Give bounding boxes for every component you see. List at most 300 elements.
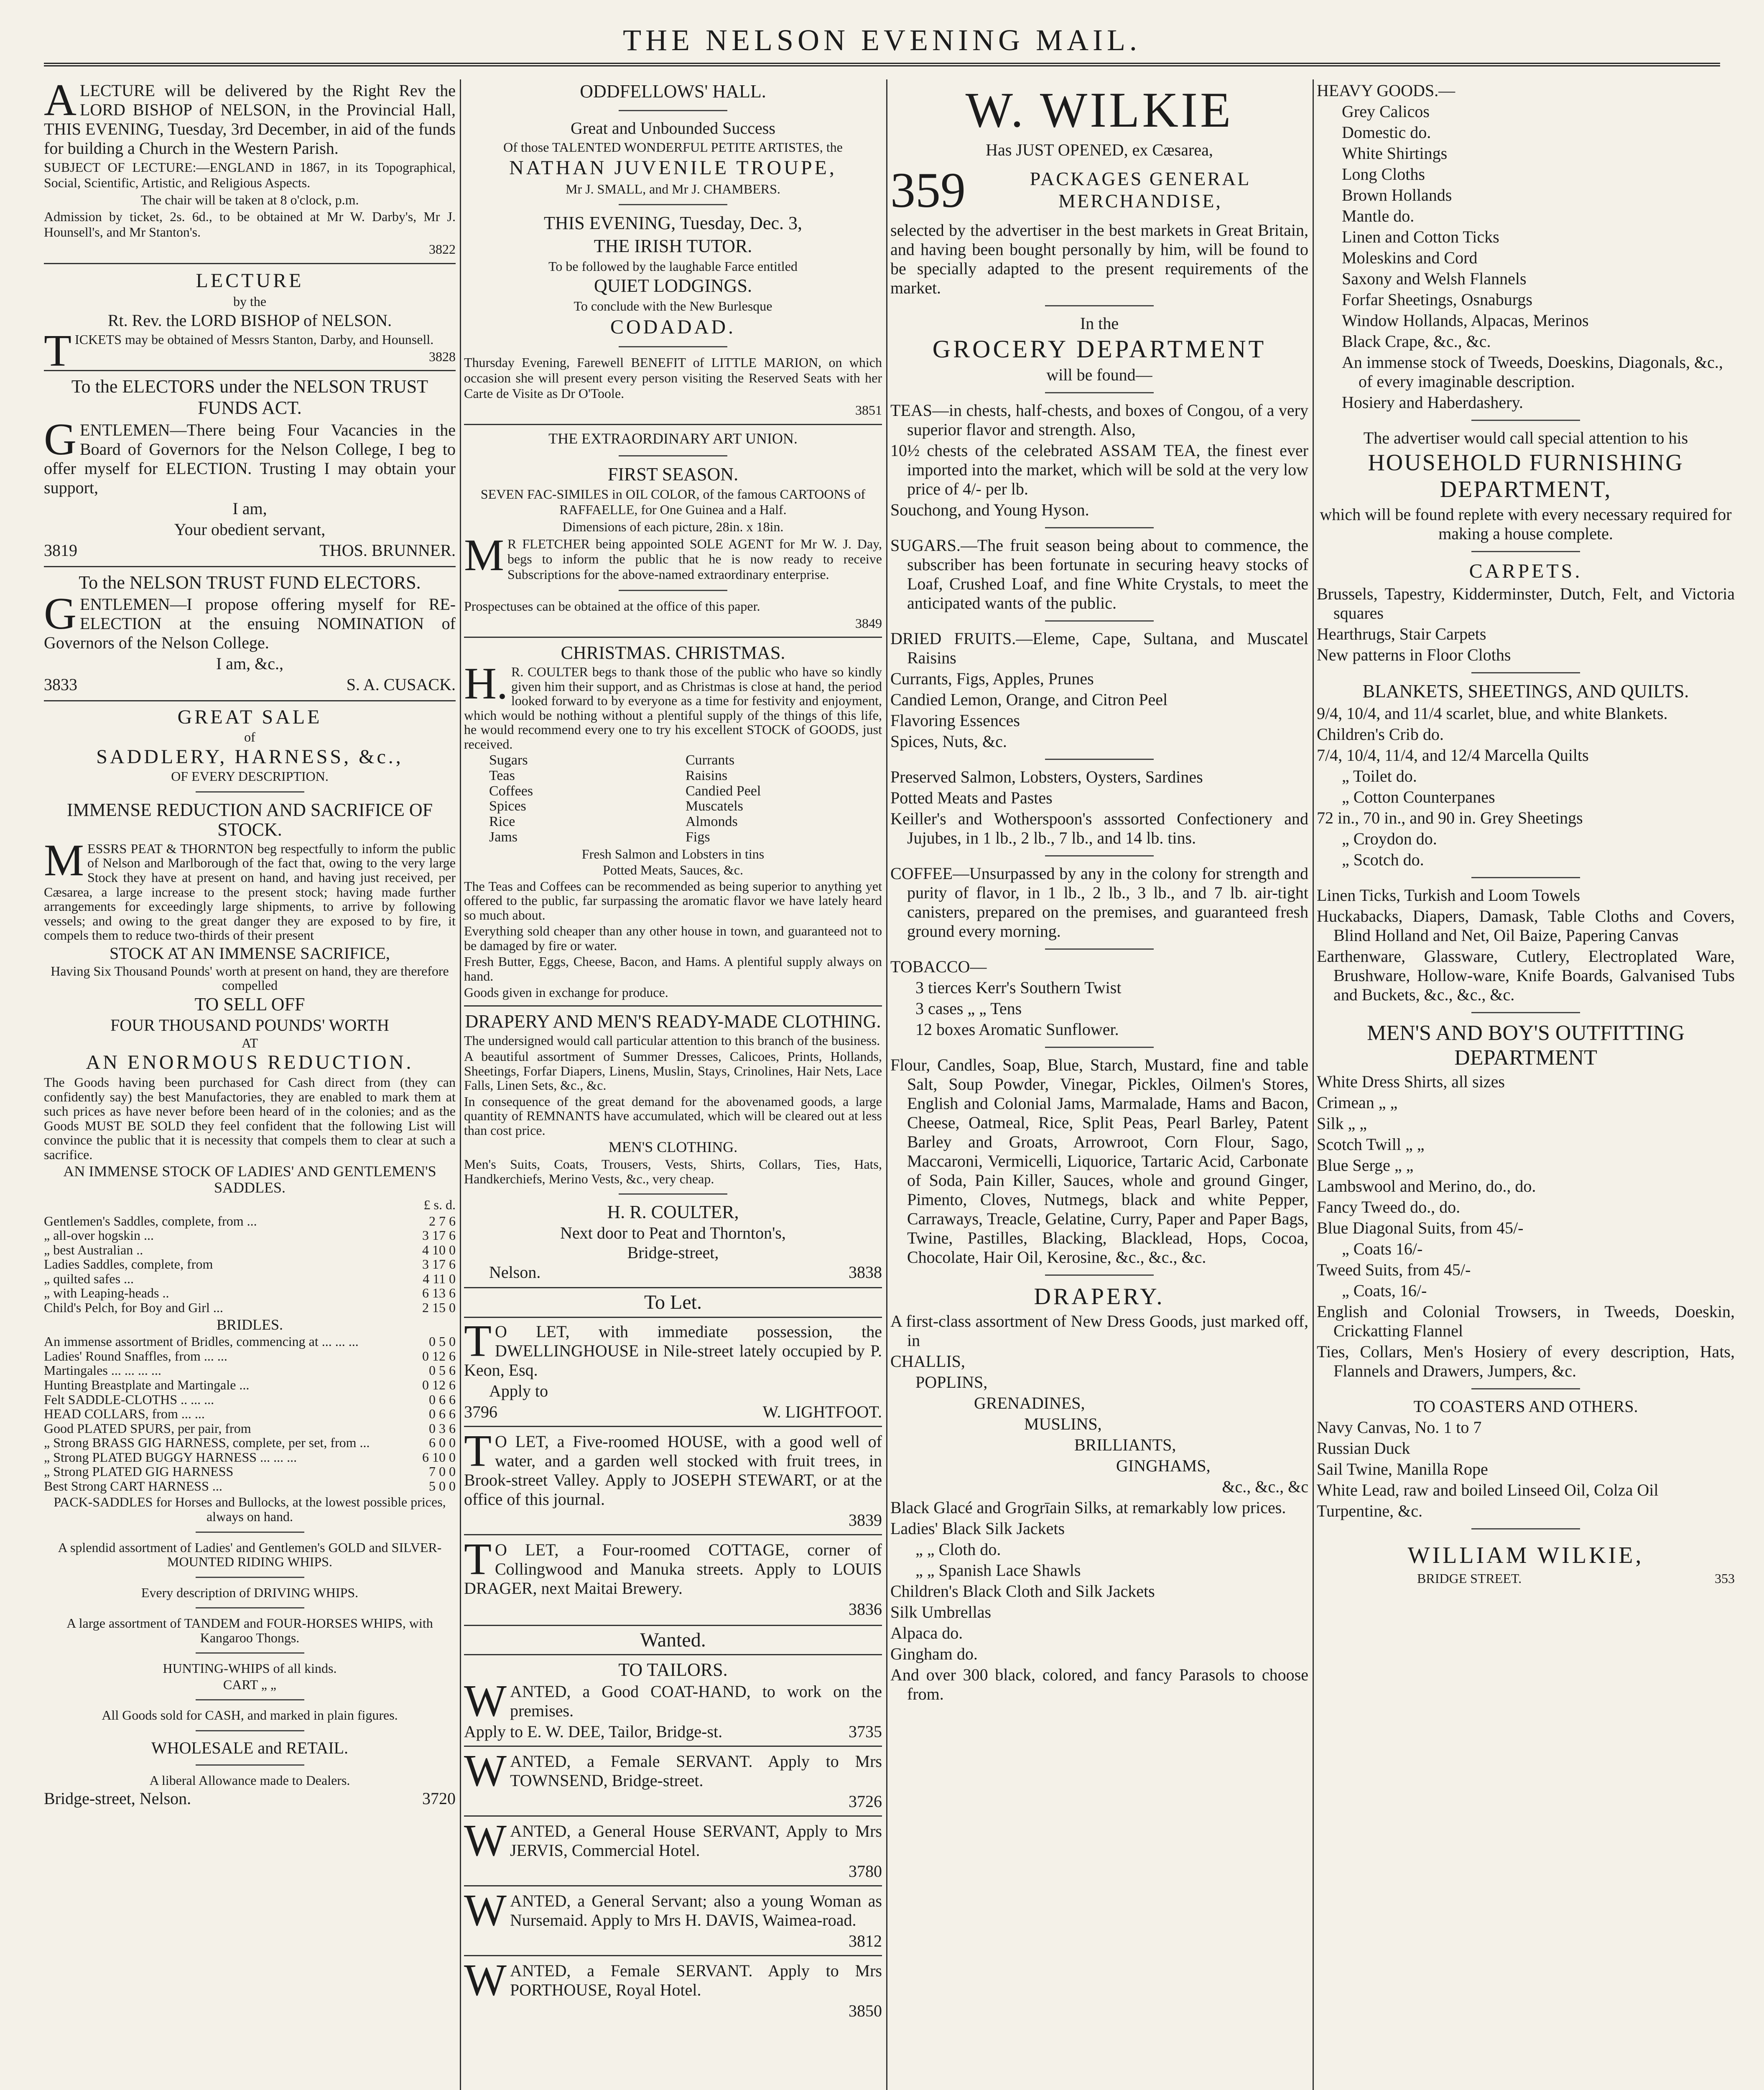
short-rule xyxy=(619,346,727,347)
price-row xyxy=(44,1479,456,1494)
coasters-heading: TO COASTERS AND OTHERS. xyxy=(1413,1397,1638,1416)
coasters-list xyxy=(1317,1418,1735,1521)
household-heading: HOUSEHOLD FURNISHING DEPARTMENT, xyxy=(1368,450,1684,503)
item-price: 2 15 0 xyxy=(422,1300,456,1315)
newspaper-title: THE NELSON EVENING MAIL. xyxy=(623,23,1141,57)
masthead xyxy=(0,0,1764,67)
advert-text: CART „ „ xyxy=(223,1677,277,1692)
advert-text: Potted Meats, Sauces, &c. xyxy=(603,862,743,878)
advert-text: WANTED, a General Servant; also a young Woman as Nursemaid. Apply to Mrs H. DAVIS, Waimea-road. xyxy=(464,1886,882,1936)
fabric-item: MUSLINS, xyxy=(1024,1415,1102,1434)
advert-rule xyxy=(464,1534,882,1535)
list-item: White Lead, raw and boiled Linseed Oil, Colza Oil xyxy=(1317,1481,1659,1500)
advert-ref: 3836 xyxy=(849,1599,882,1618)
advert-text: Has JUST OPENED, ex Cæsarea, xyxy=(986,140,1213,159)
list-item: Grey Calicos xyxy=(1342,102,1430,121)
advert-text: TO LET, with immediate possession, the DWELLINGHOUSE in Nile-street lately occupied by P. Keon, Esq. xyxy=(464,1316,882,1379)
short-rule xyxy=(619,455,727,456)
list-item: Crimean „ „ xyxy=(1317,1093,1398,1112)
advert-rule xyxy=(44,700,456,701)
lecture-advert xyxy=(44,81,456,257)
christmas-advert xyxy=(464,643,882,999)
advert-signoff xyxy=(44,675,456,694)
price-row xyxy=(44,1450,456,1465)
list-item: White Dress Shirts, all sizes xyxy=(1317,1072,1505,1091)
short-rule xyxy=(1045,759,1154,760)
advert-text: WHOLESALE and RETAIL. xyxy=(151,1738,349,1757)
list-item: Domestic do. xyxy=(1342,123,1431,142)
advert-text: COFFEE—Unsurpassed by any in the colony for strength and purity of flavor, in 1 lb., 2 lb., 3 lb., and 7 lb. air-tight canisters, prepared on the premises, and guaranteed fresh ground every morning. xyxy=(890,864,1308,940)
advert-text: SUGARS.—The fruit season being about to commence, the subscriber has been fortunate in securing heavy stocks of Loaf, Crushed Loaf, and fine White Crystals, to meet the anticipated wants of the public. xyxy=(890,536,1308,612)
lecture-admission: Admission by ticket, 2s. 6d., to be obtained at Mr W. Darby's, Mr J. Hounsell's, and Mr Stanton's. xyxy=(44,209,456,240)
list-item: Sail Twine, Manilla Rope xyxy=(1317,1460,1488,1479)
advert-text: WANTED, a Female SERVANT. Apply to Mrs TOWNSEND, Bridge-street. xyxy=(464,1746,882,1796)
advert-ref: 3851 xyxy=(855,403,882,418)
advert-title: CHRISTMAS. CHRISTMAS. xyxy=(561,642,785,663)
currency-header: £ s. d. xyxy=(423,1197,456,1213)
advert-title: DRAPERY AND MEN'S READY-MADE CLOTHING. xyxy=(465,1011,881,1032)
list-item: Muscatels xyxy=(686,798,743,814)
column-4 xyxy=(1317,79,1735,2090)
advert-text: A large assortment of TANDEM and FOUR-HORSES WHIPS, with Kangaroo Thongs. xyxy=(66,1616,433,1645)
column-2 xyxy=(464,79,882,2090)
advert-text: SEVEN FAC-SIMILES in OIL COLOR, of the famous CARTOONS of RAFFAELLE, for One Guinea and a Half. xyxy=(480,487,866,517)
advert-ref: 3833 xyxy=(44,675,77,694)
item-price: 7 0 0 xyxy=(429,1464,456,1479)
short-rule xyxy=(619,204,727,205)
advert-text: I am, &c., xyxy=(216,654,284,673)
advert-text: AT xyxy=(241,1035,258,1050)
list-item: „ Toilet do. xyxy=(1342,766,1417,785)
item-price: 0 3 6 xyxy=(429,1420,456,1436)
advert-rule xyxy=(464,1426,882,1427)
advert-title: To the NELSON TRUST FUND ELECTORS. xyxy=(79,572,421,593)
price-row xyxy=(44,1392,456,1407)
item-name: Hunting Breastplate and Martingale ... xyxy=(44,1377,250,1393)
short-rule xyxy=(196,1607,304,1608)
advert-ref: 3726 xyxy=(849,1792,882,1811)
item-name: „ best Australian .. xyxy=(44,1242,143,1257)
advert-text: HUNTING-WHIPS of all kinds. xyxy=(163,1661,337,1676)
list-item: Linen Ticks, Turkish and Loom Towels xyxy=(1317,885,1580,905)
item-name: Good PLATED SPURS, per pair, from xyxy=(44,1420,251,1436)
advert-text: Dimensions of each picture, 28in. x 18in. xyxy=(562,519,784,534)
masthead-rule xyxy=(44,63,1720,66)
advert-text: Fresh Butter, Eggs, Cheese, Bacon, and Hams. A plentiful supply always on hand. xyxy=(464,954,882,984)
short-rule xyxy=(1471,1012,1580,1013)
blankets-heading: BLANKETS, SHEETINGS, AND QUILTS. xyxy=(1362,681,1689,701)
advert-ref: 3839 xyxy=(849,1510,882,1529)
oddfellows-advert xyxy=(464,81,882,418)
advert-text: Goods given in exchange for produce. xyxy=(464,984,668,1000)
list-item: Currants xyxy=(686,752,735,768)
advert-title: THE EXTRAORDINARY ART UNION. xyxy=(548,430,798,447)
advert-text: Men's Suits, Coats, Trousers, Vests, Shirts, Collars, Ties, Hats, Handkerchiefs, Merino Vests, &c., very cheap. xyxy=(464,1157,882,1186)
advert-heading: THE IRISH TUTOR. xyxy=(594,235,752,256)
short-rule xyxy=(196,1532,304,1533)
item-price: 2 7 6 xyxy=(429,1213,456,1229)
list-item: An immense stock of Tweeds, Doeskins, Diagonals, &c., of every imaginable description. xyxy=(1342,353,1723,391)
short-rule xyxy=(196,1699,304,1700)
advert-signature: H. R. COULTER, xyxy=(607,1202,739,1223)
heavy-goods-heading: HEAVY GOODS.— xyxy=(1317,81,1456,100)
item-price: 6 10 0 xyxy=(422,1449,456,1465)
item-name: „ Strong PLATED BUGGY HARNESS ... ... ... xyxy=(44,1449,297,1465)
short-rule xyxy=(1045,1047,1154,1048)
list-item: Children's Crib do. xyxy=(1317,724,1444,744)
advert-text: TO LET, a Five-roomed HOUSE, with a good well of water, and a garden well stocked with fruit trees, in Brook-street Valley. Apply to JOSEPH STEWART, or at the office of this journal. xyxy=(464,1426,882,1509)
advert-ref: 3720 xyxy=(422,1789,456,1808)
fabric-item: CHALLIS, xyxy=(890,1352,965,1371)
item-price: 0 5 0 xyxy=(429,1334,456,1349)
list-item: 9/4, 10/4, and 11/4 scarlet, blue, and white Blankets. xyxy=(1317,703,1668,723)
item-price: 0 6 6 xyxy=(429,1406,456,1422)
advert-text: Souchong, and Young Hyson. xyxy=(890,500,1089,519)
advert-text: OF EVERY DESCRIPTION. xyxy=(171,769,329,784)
price-row xyxy=(44,1363,456,1378)
fabric-item: POPLINS, xyxy=(915,1373,988,1392)
advert-title: W. WILKIE xyxy=(965,82,1234,138)
advert-rule xyxy=(44,566,456,567)
advert-rule xyxy=(464,637,882,638)
packages-label: PACKAGES GENERAL MERCHANDISE, xyxy=(1030,168,1251,212)
advert-ref: 3850 xyxy=(849,2001,882,2021)
item-price: 0 6 6 xyxy=(429,1392,456,1407)
advert-text: The undersigned would call particular attention to this branch of the business. xyxy=(464,1032,880,1048)
lecture-chair: The chair will be taken at 8 o'clock, p.m. xyxy=(140,192,359,207)
list-item: Long Cloths xyxy=(1342,165,1425,184)
advert-ref: 3812 xyxy=(849,1932,882,1951)
advert-text: STOCK AT AN IMMENSE SACRIFICE, xyxy=(110,943,390,963)
item-price: 4 10 0 xyxy=(422,1242,456,1257)
advert-heading: NATHAN JUVENILE TROUPE, xyxy=(509,157,837,179)
grocery-heading: GROCERY DEPARTMENT xyxy=(932,335,1267,363)
advert-text: The advertiser would call special attention to his xyxy=(1363,428,1688,447)
item-price: 6 0 0 xyxy=(429,1435,456,1450)
list-item: Candied Peel xyxy=(686,783,761,799)
advert-text: Flour, Candles, Soap, Blue, Starch, Mustard, fine and table Salt, Soup Powder, Vinegar, Pickles, Oilmen's Stores, English and Colonial Jams, Marmalade, Hams and Bacon, Cheese, Oatmeal, Rice, Split Peas, Pearl Barley, Patent Barley and Groats, Arrowroot, Corn Flour, Sago, Maccaroni, Vermicelli, Liquorice, Tartaric Acid, Carbonate of Soda, Pain Killer, Sauces, whole and ground Ginger, Pimento, Cloves, Nutmegs, black and white Pepper, Carraways, Treacle, Gelatine, Curry, Paper and Paper Bags, Twine, Pastilles, Blacking, Blacklead, Hops, Cocoa, Chocolate, Hair Oil, Kerosine, &c., &c., &c. xyxy=(890,1055,1308,1267)
wanted-adverts xyxy=(464,1659,882,2021)
advert-text: Great and Unbounded Success xyxy=(571,118,775,138)
short-rule xyxy=(1045,620,1154,622)
list-item: Sugars xyxy=(489,752,528,768)
list-item: Lambswool and Merino, do., do. xyxy=(1317,1177,1536,1196)
list-item: Brown Hollands xyxy=(1342,186,1452,204)
linen-list xyxy=(1317,886,1735,1004)
drapery-clothing-advert xyxy=(464,1012,882,1281)
item-name: Gentlemen's Saddles, complete, from ... xyxy=(44,1213,257,1229)
advert-text: The Goods having been purchased for Cash direct from (they can confidently say) the best Manufactories, they are enabled to mark them at such prices as have never before been heard of in the colonies; and as the Goods MUST BE SOLD they feel confident that the following List will convince the public that it is necessity that compels them to clear at such a sacrifice. xyxy=(44,1075,456,1162)
advert-rule xyxy=(464,1885,882,1886)
advert-heading: IMMENSE REDUCTION AND SACRIFICE OF STOCK. xyxy=(66,799,433,840)
item-name: „ Strong PLATED GIG HARNESS xyxy=(44,1464,234,1479)
outfitting-heading: MEN'S AND BOY'S OUTFITTING DEPARTMENT xyxy=(1367,1021,1685,1070)
advert-ref: 3838 xyxy=(849,1263,882,1282)
advert-text: Prospectuses can be obtained at the office of this paper. xyxy=(464,598,760,614)
list-item: Scotch Twill „ „ xyxy=(1317,1135,1425,1154)
list-item: „ Scotch do. xyxy=(1342,850,1424,869)
advert-text: Gingham do. xyxy=(890,1644,978,1664)
short-rule xyxy=(196,791,304,793)
packages-heading xyxy=(890,161,1308,219)
advert-address: Nelson. xyxy=(489,1263,541,1282)
list-item: Russian Duck xyxy=(1317,1439,1410,1458)
list-item: Linen and Cotton Ticks xyxy=(1342,227,1499,246)
advert-text: by the xyxy=(233,293,267,309)
advert-title: To the ELECTORS under the NELSON TRUST FUNDS ACT. xyxy=(71,376,428,418)
short-rule xyxy=(1045,305,1154,306)
advert-text: And over 300 black, colored, and fancy Parasols to choose from. xyxy=(890,1665,1308,1704)
short-rule xyxy=(1045,527,1154,528)
short-rule xyxy=(196,1730,304,1731)
short-rule xyxy=(619,1193,727,1195)
advert-text: Thursday Evening, Farewell BENEFIT of LITTLE MARION, on which occasion she will present every person visiting the Reserved Seats with her Carte de Visite as Dr O'Toole. xyxy=(464,354,882,401)
price-row xyxy=(44,1243,456,1257)
list-item: Blue Diagonal Suits, from 45/- xyxy=(1317,1218,1524,1238)
item-name: HEAD COLLARS, from ... ... xyxy=(44,1406,205,1422)
advert-text: WANTED, a General House SERVANT, Apply to Mrs JERVIS, Commercial Hotel. xyxy=(464,1816,882,1866)
list-item: Turpentine, &c. xyxy=(1317,1501,1422,1521)
list-item: Saxony and Welsh Flannels xyxy=(1342,269,1527,288)
advert-signature: WILLIAM WILKIE, xyxy=(1407,1542,1644,1569)
heavy-goods-list xyxy=(1317,102,1735,412)
signatory: S. A. CUSACK. xyxy=(346,675,456,694)
item-name: Child's Pelch, for Boy and Girl ... xyxy=(44,1300,223,1315)
item-name: Best Strong CART HARNESS ... xyxy=(44,1478,222,1494)
item-name: Felt SADDLE-CLOTHS .. ... ... xyxy=(44,1392,214,1407)
advert-text: Fresh Salmon and Lobsters in tins xyxy=(581,846,765,861)
advert-text: 12 boxes Aromatic Sunflower. xyxy=(915,1020,1119,1039)
list-item: Forfar Sheetings, Osnaburgs xyxy=(1342,290,1532,309)
advert-heading: FIRST SEASON. xyxy=(607,464,739,484)
advert-text: Black Glacé and Grogrīain Silks, at remarkably low prices. xyxy=(890,1498,1286,1517)
price-row xyxy=(44,1349,456,1364)
column-divider xyxy=(1313,79,1314,2090)
list-item: Figs xyxy=(686,829,710,845)
advert-rule xyxy=(464,1815,882,1817)
advert-text: TICKETS may be obtained of Messrs Stanton, Darby, and Hounsell. xyxy=(44,326,434,376)
advert-text: 3 tierces Kerr's Southern Twist xyxy=(915,978,1122,997)
advert-address: BRIDGE STREET. xyxy=(1417,1570,1522,1586)
item-name: An immense assortment of Bridles, commencing at ... ... ... xyxy=(44,1334,359,1349)
list-item: Tweed Suits, from 45/- xyxy=(1317,1260,1471,1279)
short-rule xyxy=(196,1652,304,1654)
short-rule xyxy=(619,110,727,111)
drapery-heading: DRAPERY. xyxy=(1034,1284,1165,1310)
short-rule xyxy=(619,590,727,591)
advert-text: Next door to Peat and Thornton's, xyxy=(560,1223,786,1242)
price-row xyxy=(44,1214,456,1229)
price-row xyxy=(44,1257,456,1272)
carpets-list xyxy=(1317,584,1735,665)
list-item: Jams xyxy=(489,829,517,845)
advert-text: &c., &c., &c xyxy=(1222,1477,1308,1496)
short-rule xyxy=(1045,1274,1154,1276)
electors-advert xyxy=(44,376,456,560)
list-item: Navy Canvas, No. 1 to 7 xyxy=(1317,1418,1482,1437)
blankets-list xyxy=(1317,704,1735,869)
price-row xyxy=(44,1334,456,1349)
advert-text: 3 cases „ „ Tens xyxy=(915,999,1022,1018)
short-rule xyxy=(1471,1528,1580,1529)
advert-heading: SADDLERY, HARNESS, &c., xyxy=(96,745,403,768)
advert-text: GENTLEMEN—I propose offering myself for RE-ELECTION at the ensuing NOMINATION of Governors of the Nelson College. xyxy=(44,589,456,652)
advert-signoff xyxy=(464,1263,882,1281)
advert-text: Currants, Figs, Apples, Prunes xyxy=(890,669,1094,688)
list-item: „ Croydon do. xyxy=(1342,829,1437,848)
list-item: Almonds xyxy=(686,814,738,830)
advert-rule xyxy=(464,1746,882,1747)
advert-text: Apply to xyxy=(489,1381,548,1400)
advert-signoff xyxy=(464,1402,882,1422)
advert-text: A first-class assortment of New Dress Goods, just marked off, in xyxy=(890,1312,1308,1350)
short-rule xyxy=(1045,948,1154,950)
item-name: Martingales ... ... ... ... xyxy=(44,1363,161,1378)
short-rule xyxy=(1471,420,1580,421)
carpets-heading: CARPETS. xyxy=(1469,560,1583,582)
short-rule xyxy=(196,1577,304,1578)
advert-text: Children's Black Cloth and Silk Jackets xyxy=(890,1582,1155,1601)
advert-text: selected by the advertiser in the best markets in Great Britain, and having been bought personally by him, will be found to be specially adapted to the present requirements of the market. xyxy=(890,221,1308,297)
advert-text: Silk Umbrellas xyxy=(890,1603,992,1622)
list-item: Mantle do. xyxy=(1342,206,1415,225)
advert-title: ODDFELLOWS' HALL. xyxy=(580,81,766,102)
advert-signoff xyxy=(1317,1571,1735,1586)
list-item: Moleskins and Cord xyxy=(1342,248,1478,267)
advert-ref: 3735 xyxy=(849,1722,882,1741)
advert-text: DRIED FRUITS.—Eleme, Cape, Sultana, and Muscatel Raisins xyxy=(890,629,1308,667)
advert-text: PACK-SADDLES for Horses and Bullocks, at the lowest possible prices, always on hand. xyxy=(54,1494,446,1524)
advert-heading: TO TAILORS. xyxy=(618,1659,728,1680)
wanted-heading: Wanted. xyxy=(464,1625,882,1655)
advert-heading: TO SELL OFF xyxy=(194,994,305,1015)
list-item: New patterns in Floor Cloths xyxy=(1317,645,1511,664)
price-row xyxy=(44,1464,456,1479)
advert-text: To conclude with the New Burlesque xyxy=(574,298,772,314)
list-item: Black Crape, &c., &c. xyxy=(1342,332,1491,351)
item-price: 0 12 6 xyxy=(422,1377,456,1393)
list-item: Rice xyxy=(489,814,515,830)
list-item: Hosiery and Haberdashery. xyxy=(1342,393,1523,412)
advert-ref: 3828 xyxy=(429,349,456,364)
advert-text: TOBACCO— xyxy=(890,957,987,976)
bridles-price-list xyxy=(44,1334,456,1493)
price-row xyxy=(44,1286,456,1300)
lecture-small-advert xyxy=(44,269,456,376)
item-price: 3 17 6 xyxy=(422,1257,456,1272)
advert-text: I am, xyxy=(232,499,267,518)
advert-text: WANTED, a Good COAT-HAND, to work on the premises. xyxy=(464,1676,882,1726)
list-item: Raisins xyxy=(686,768,728,783)
advert-text: will be found— xyxy=(1046,365,1152,384)
to-let-adverts xyxy=(464,1316,882,1619)
lecture-subject: SUBJECT OF LECTURE:—ENGLAND in 1867, in its Topographical, Social, Scientific, Artistic, and Religious Aspects. xyxy=(44,160,456,190)
advert-heading: AN ENORMOUS REDUCTION. xyxy=(86,1051,414,1074)
advert-text: Of those TALENTED WONDERFUL PETITE ARTISTES, the xyxy=(503,139,843,155)
price-row xyxy=(44,1435,456,1450)
advert-text: WANTED, a Female SERVANT. Apply to Mrs PORTHOUSE, Royal Hotel. xyxy=(464,1955,882,2006)
advert-text: Bridge-street, xyxy=(627,1243,719,1262)
advert-title: GREAT SALE xyxy=(177,706,322,729)
item-price: 4 11 0 xyxy=(423,1271,456,1286)
fabric-item: BRILLIANTS, xyxy=(1074,1435,1176,1455)
advert-text: TO LET, a Four-roomed COTTAGE, corner of Collingwood and Manuka streets. Apply to LOUIS DRAGER, next Maitai Brewery. xyxy=(464,1534,882,1598)
advert-heading: THIS EVENING, Tuesday, Dec. 3, xyxy=(544,213,802,234)
advert-rule xyxy=(464,424,882,425)
advert-ref: 3819 xyxy=(44,540,77,560)
wilkie-advert-continued xyxy=(1317,81,1735,1586)
advert-text: which will be found replete with every necessary required for making a house complete. xyxy=(1320,505,1732,543)
advert-text: MR FLETCHER being appointed SOLE AGENT for Mr W. J. Day, begs to inform the public that he is now ready to receive Subscriptions for the above-named extraordinary enterprise. xyxy=(464,530,882,582)
price-row xyxy=(44,1407,456,1421)
list-item: Blue Serge „ „ xyxy=(1317,1156,1414,1175)
list-item: Coffees xyxy=(489,783,533,799)
advert-rule xyxy=(44,370,456,371)
advert-text: TEAS—in chests, half-chests, and boxes of Congou, of a very superior flavor and strength. Also, xyxy=(890,401,1308,439)
advert-heading: AN IMMENSE STOCK OF LADIES' AND GENTLEMEN'S SADDLES. xyxy=(63,1163,436,1196)
item-price: 0 12 6 xyxy=(422,1348,456,1364)
short-rule xyxy=(1045,392,1154,393)
advert-signoff xyxy=(464,1722,882,1741)
list-item: 72 in., 70 in., and 90 in. Grey Sheetings xyxy=(1317,808,1583,827)
art-union-advert xyxy=(464,430,882,631)
advert-text: Potted Meats and Pastes xyxy=(890,788,1053,807)
item-price: 0 5 6 xyxy=(429,1363,456,1378)
advert-text: Everything sold cheaper than any other house in town, and guaranteed not to be damaged by fire or water. xyxy=(464,923,882,953)
advert-text: The Teas and Coffees can be recommended as being superior to anything yet offered to the public, far surpassing the aromatic flavor we have lately heard so much about. xyxy=(464,878,882,923)
advert-heading: BRIDLES. xyxy=(216,1316,283,1333)
short-rule xyxy=(1471,551,1580,552)
advert-text: Rt. Rev. the LORD BISHOP of NELSON. xyxy=(107,311,392,330)
advert-ref: 353 xyxy=(1715,1570,1735,1586)
advert-text: Every description of DRIVING WHIPS. xyxy=(141,1585,359,1600)
advert-text: Apply to E. W. DEE, Tailor, Bridge-st. xyxy=(464,1722,723,1741)
short-rule xyxy=(1471,877,1580,878)
column-1 xyxy=(44,79,456,2090)
short-rule xyxy=(1045,855,1154,856)
price-row xyxy=(44,1228,456,1243)
item-name: „ quilted safes ... xyxy=(44,1271,134,1286)
list-item: Fancy Tweed do., do. xyxy=(1317,1198,1461,1217)
lecture-body: ALECTURE will be delivered by the Right Rev the LORD BISHOP of NELSON, in the Provincial Hall, THIS EVENING, Tuesday, 3rd December, in aid of the funds for building a Church in the Western Parish. xyxy=(44,79,456,158)
advert-text: GENTLEMEN—There being Four Vacancies in the Board of Governors for the Nelson College, I beg to offer myself for ELECTION. Trusting I may obtain your support, xyxy=(44,414,456,497)
list-item: White Shirtings xyxy=(1342,144,1448,163)
advert-text: Candied Lemon, Orange, and Citron Peel xyxy=(890,690,1168,709)
saddles-price-list xyxy=(44,1214,456,1315)
advert-signoff xyxy=(44,1789,456,1807)
list-item: English and Colonial Trowsers, in Tweeds, Doeskin, Crickatting Flannel xyxy=(1317,1302,1735,1341)
advert-text: H.R. COULTER begs to thank those of the public who have so kindly given him their support, and as Christmas is close at hand, the period looked forward to by everyone as a time for festivity and enjoyment, which would be nothing without a plentiful supply of the things of this life, he would recommend every one to try his excellent STOCK of GOODS, just received. xyxy=(464,659,882,752)
advert-text: MESSRS PEAT & THORNTON beg respectfully to inform the public of Nelson and Marlborough of the fact that, owing to the very large Stock they have at present on hand, and having just received, per Cæsarea, a large increase to the present stock; having made further arrangements for exceedingly large shipments, to arrive by following vessels; and owing to the great danger they are exposed to by fire, it compels them to reduce two-thirds of their present xyxy=(44,835,456,943)
advert-heading: CODADAD. xyxy=(610,316,736,338)
list-item: Brussels, Tapestry, Kidderminster, Dutch, Felt, and Victoria squares xyxy=(1317,584,1735,622)
list-item: Teas xyxy=(489,768,515,783)
item-name: „ Strong BRASS GIG HARNESS, complete, per set, from ... xyxy=(44,1435,370,1450)
advert-text: 10½ chests of the celebrated ASSAM TEA, the finest ever imported into the market, which will be sold at the very low price of 4/- per lb. xyxy=(890,441,1308,498)
advert-text: In consequence of the great demand for the abovenamed goods, a large quantity of REMNANTS have accumulated, which will be cleared out at less than cost price. xyxy=(464,1093,882,1138)
great-sale-advert xyxy=(44,706,456,1807)
price-row xyxy=(44,1272,456,1286)
package-count: 359 xyxy=(890,162,966,218)
column-3 xyxy=(890,79,1308,2090)
advert-text: Mr J. SMALL, and Mr J. CHAMBERS. xyxy=(566,181,780,196)
advert-text: In the xyxy=(1080,314,1119,333)
column-divider xyxy=(886,79,887,2090)
advert-text: of xyxy=(244,729,255,744)
advert-title: LECTURE xyxy=(196,269,304,292)
short-rule xyxy=(196,1764,304,1766)
price-row xyxy=(44,1421,456,1436)
